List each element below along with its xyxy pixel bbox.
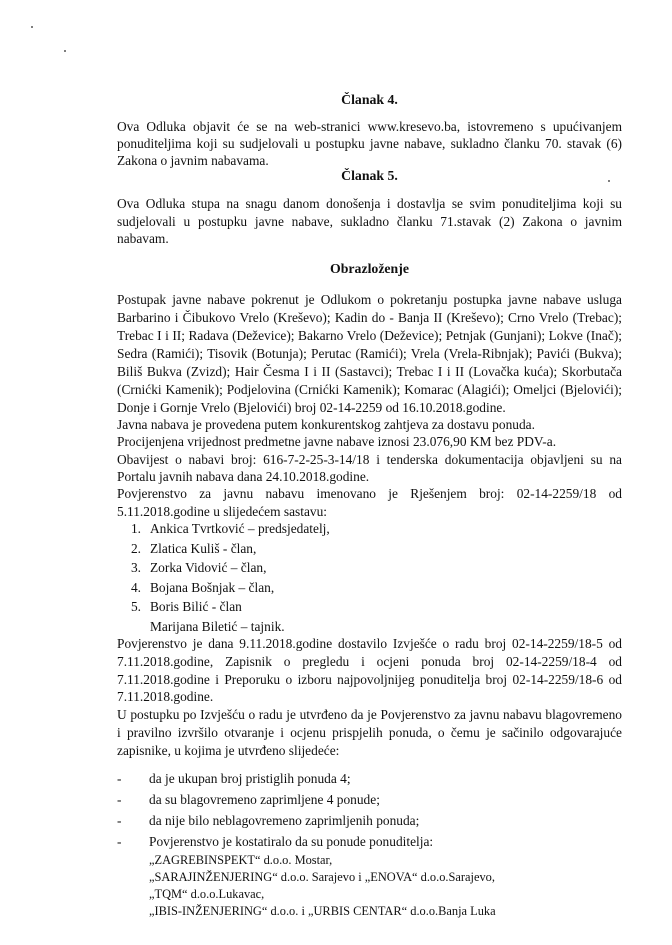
report-line: i pravilno izvršilo otvaranje i ocjenu prispjelih ponuda, o čemu je sačinilo odgovarajuće bbox=[117, 725, 622, 740]
intro-line: Barbarino i Čibukovo Vrelo (Kreševo); Kadin do - Banja II (Kreševo); Crno Vrelo (Trebac); bbox=[117, 310, 622, 325]
list-number: 2. bbox=[130, 540, 141, 556]
bidder-line: „ZAGREBINSPEKT“ d.o.o. Mostar, bbox=[149, 853, 333, 867]
article-5-line: sudjelovali u postupku javne nabave, sukladno članku 71.stavak (2) Zakona o javnim bbox=[117, 214, 622, 229]
finding-text: da je ukupan broj pristiglih ponuda 4; bbox=[149, 771, 351, 786]
member-name: Zorka Vidović – član, bbox=[150, 560, 267, 575]
committee-line: Povjerenstvo za javnu nabavu imenovano je Rješenjem broj: 02-14-2259/18 od bbox=[117, 486, 622, 501]
list-item bbox=[117, 560, 622, 580]
intro-line: Sedra (Ramići); Tisovik (Botunja); Perutac (Ramići); Vrela (Vrela-Ribnjak); Pavići (Bukva); bbox=[117, 346, 622, 361]
explanation-heading: Obrazloženje bbox=[330, 261, 409, 276]
committee-members-list bbox=[117, 521, 622, 638]
report-line: U postupku po Izvješću o radu je utvrđeno da je Povjerenstvo za javnu nabavu blagovremeno bbox=[117, 707, 622, 722]
article-4-line: ponuditeljima koji su sudjelovali u postupku javne nabave, sukladno članku 70. stavak (6) bbox=[117, 136, 622, 151]
intro-line: Trebac I i II; Radava (Deževice); Bakarno Vrelo (Deževice); Petnjak (Gunjani); Lokve (Inač); bbox=[117, 328, 622, 343]
list-item bbox=[117, 813, 622, 834]
list-item bbox=[117, 521, 622, 541]
scan-speck bbox=[64, 50, 66, 52]
findings-list bbox=[117, 771, 622, 855]
article-4-line: Zakona o javnim nabavama. bbox=[117, 153, 269, 168]
intro-line: Postupak javne nabave pokrenut je Odlukom o pokretanju postupka javne nabave usluga bbox=[117, 292, 622, 307]
intro-line: Biliš Bukva (Zvizd); Hair Česma I i II (Sastavci); Trebac I i II (Lovačka kuća); Skorbutača bbox=[117, 364, 622, 379]
committee-line: 5.11.2018.godine u slijedećem sastavu: bbox=[117, 504, 327, 519]
bidder-line: „TQM“ d.o.o.Lukavac, bbox=[149, 887, 265, 901]
list-item bbox=[117, 792, 622, 813]
notice-line: Portalu javnih nabava dana 24.10.2018.godine. bbox=[117, 469, 370, 484]
procedure-line: Javna nabava je provedena putem konkurentskog zahtjeva za dostavu ponuda. bbox=[117, 417, 535, 432]
list-number: 1. bbox=[130, 521, 141, 536]
list-number: 4. bbox=[130, 579, 141, 595]
list-item bbox=[117, 834, 622, 855]
dash-bullet: - bbox=[117, 792, 122, 807]
finding-text: da nije bilo neblagovremeno zaprimljenih ponuda; bbox=[149, 813, 420, 828]
finding-text: da su blagovremeno zaprimljene 4 ponude; bbox=[149, 792, 380, 807]
bidder-line: „SARAJINŽENJERING“ d.o.o. Sarajevo i „ENOVA“ d.o.o.Sarajevo, bbox=[149, 870, 495, 884]
dash-bullet: - bbox=[117, 813, 122, 828]
list-item bbox=[117, 771, 622, 792]
article-5-line: nabavam. bbox=[117, 231, 169, 246]
article-5-heading: Članak 5. bbox=[341, 168, 398, 183]
report-line: zapisnike, u kojima je utvrđeno slijedeće: bbox=[117, 743, 340, 758]
finding-text: Povjerenstvo je kostatiralo da su ponude ponuditelja: bbox=[149, 834, 434, 849]
article-4-heading: Članak 4. bbox=[341, 92, 398, 107]
bidder-line: „IBIS-INŽENJERING“ d.o.o. i „URBIS CENTAR“ d.o.o.Banja Luka bbox=[149, 904, 496, 918]
member-name: Ankica Tvrtković – predsjedatelj, bbox=[150, 521, 330, 536]
value-line: Procijenjena vrijednost predmetne javne nabave iznosi 23.076,90 KM bez PDV-a. bbox=[117, 434, 557, 449]
list-number: 5. bbox=[130, 599, 141, 614]
notice-line: Obavijest o nabavi broj: 616-7-2-25-3-14/18 i tenderska dokumentacija objavljeni su na bbox=[117, 452, 622, 467]
delivery-line: 7.11.2018.godine i Preporuku o izboru najpovoljnijeg ponuditelja broj 02-14-2259/18-6 od bbox=[117, 672, 622, 687]
delivery-line: Povjerenstvo je dana 9.11.2018.godine dostavilo Izvješće o radu broj 02-14-2259/18-5 od bbox=[117, 636, 622, 651]
member-name: Boris Bilić - član bbox=[150, 599, 242, 614]
delivery-line: 7.11.2018.godine. bbox=[117, 689, 214, 704]
article-4-line: Ova Odluka objavit će se na web-stranici www.kresevo.ba, istovremeno s upućivanjem bbox=[117, 119, 622, 134]
dash-bullet: - bbox=[117, 834, 122, 849]
dash-bullet: - bbox=[117, 771, 122, 786]
delivery-line: 7.11.2018.godine, Zapisnik o pregledu i ocjeni ponuda broj 02-14-2259/18-4 od bbox=[117, 654, 622, 669]
list-item bbox=[117, 599, 622, 619]
list-item bbox=[117, 580, 622, 600]
scan-speck bbox=[31, 26, 33, 28]
member-name: Marijana Biletić – tajnik. bbox=[150, 618, 285, 634]
list-number: 3. bbox=[130, 560, 141, 575]
intro-line: (Crnićki Kamenik); Podjelovina (Crnićki Kamenik); Komarac (Alagići); Omeljci (Bjelovići); bbox=[117, 382, 622, 397]
list-item bbox=[117, 541, 622, 561]
member-name: Zlatica Kuliš - član, bbox=[150, 540, 257, 556]
member-name: Bojana Bošnjak – član, bbox=[150, 579, 275, 595]
intro-line: Donje i Gornje Vrelo (Bjelovići) broj 02-14-2259 od 16.10.2018.godine. bbox=[117, 400, 506, 415]
article-5-line: Ova Odluka stupa na snagu danom donošenja i dostavlja se svim ponuditeljima koji su bbox=[117, 196, 622, 211]
